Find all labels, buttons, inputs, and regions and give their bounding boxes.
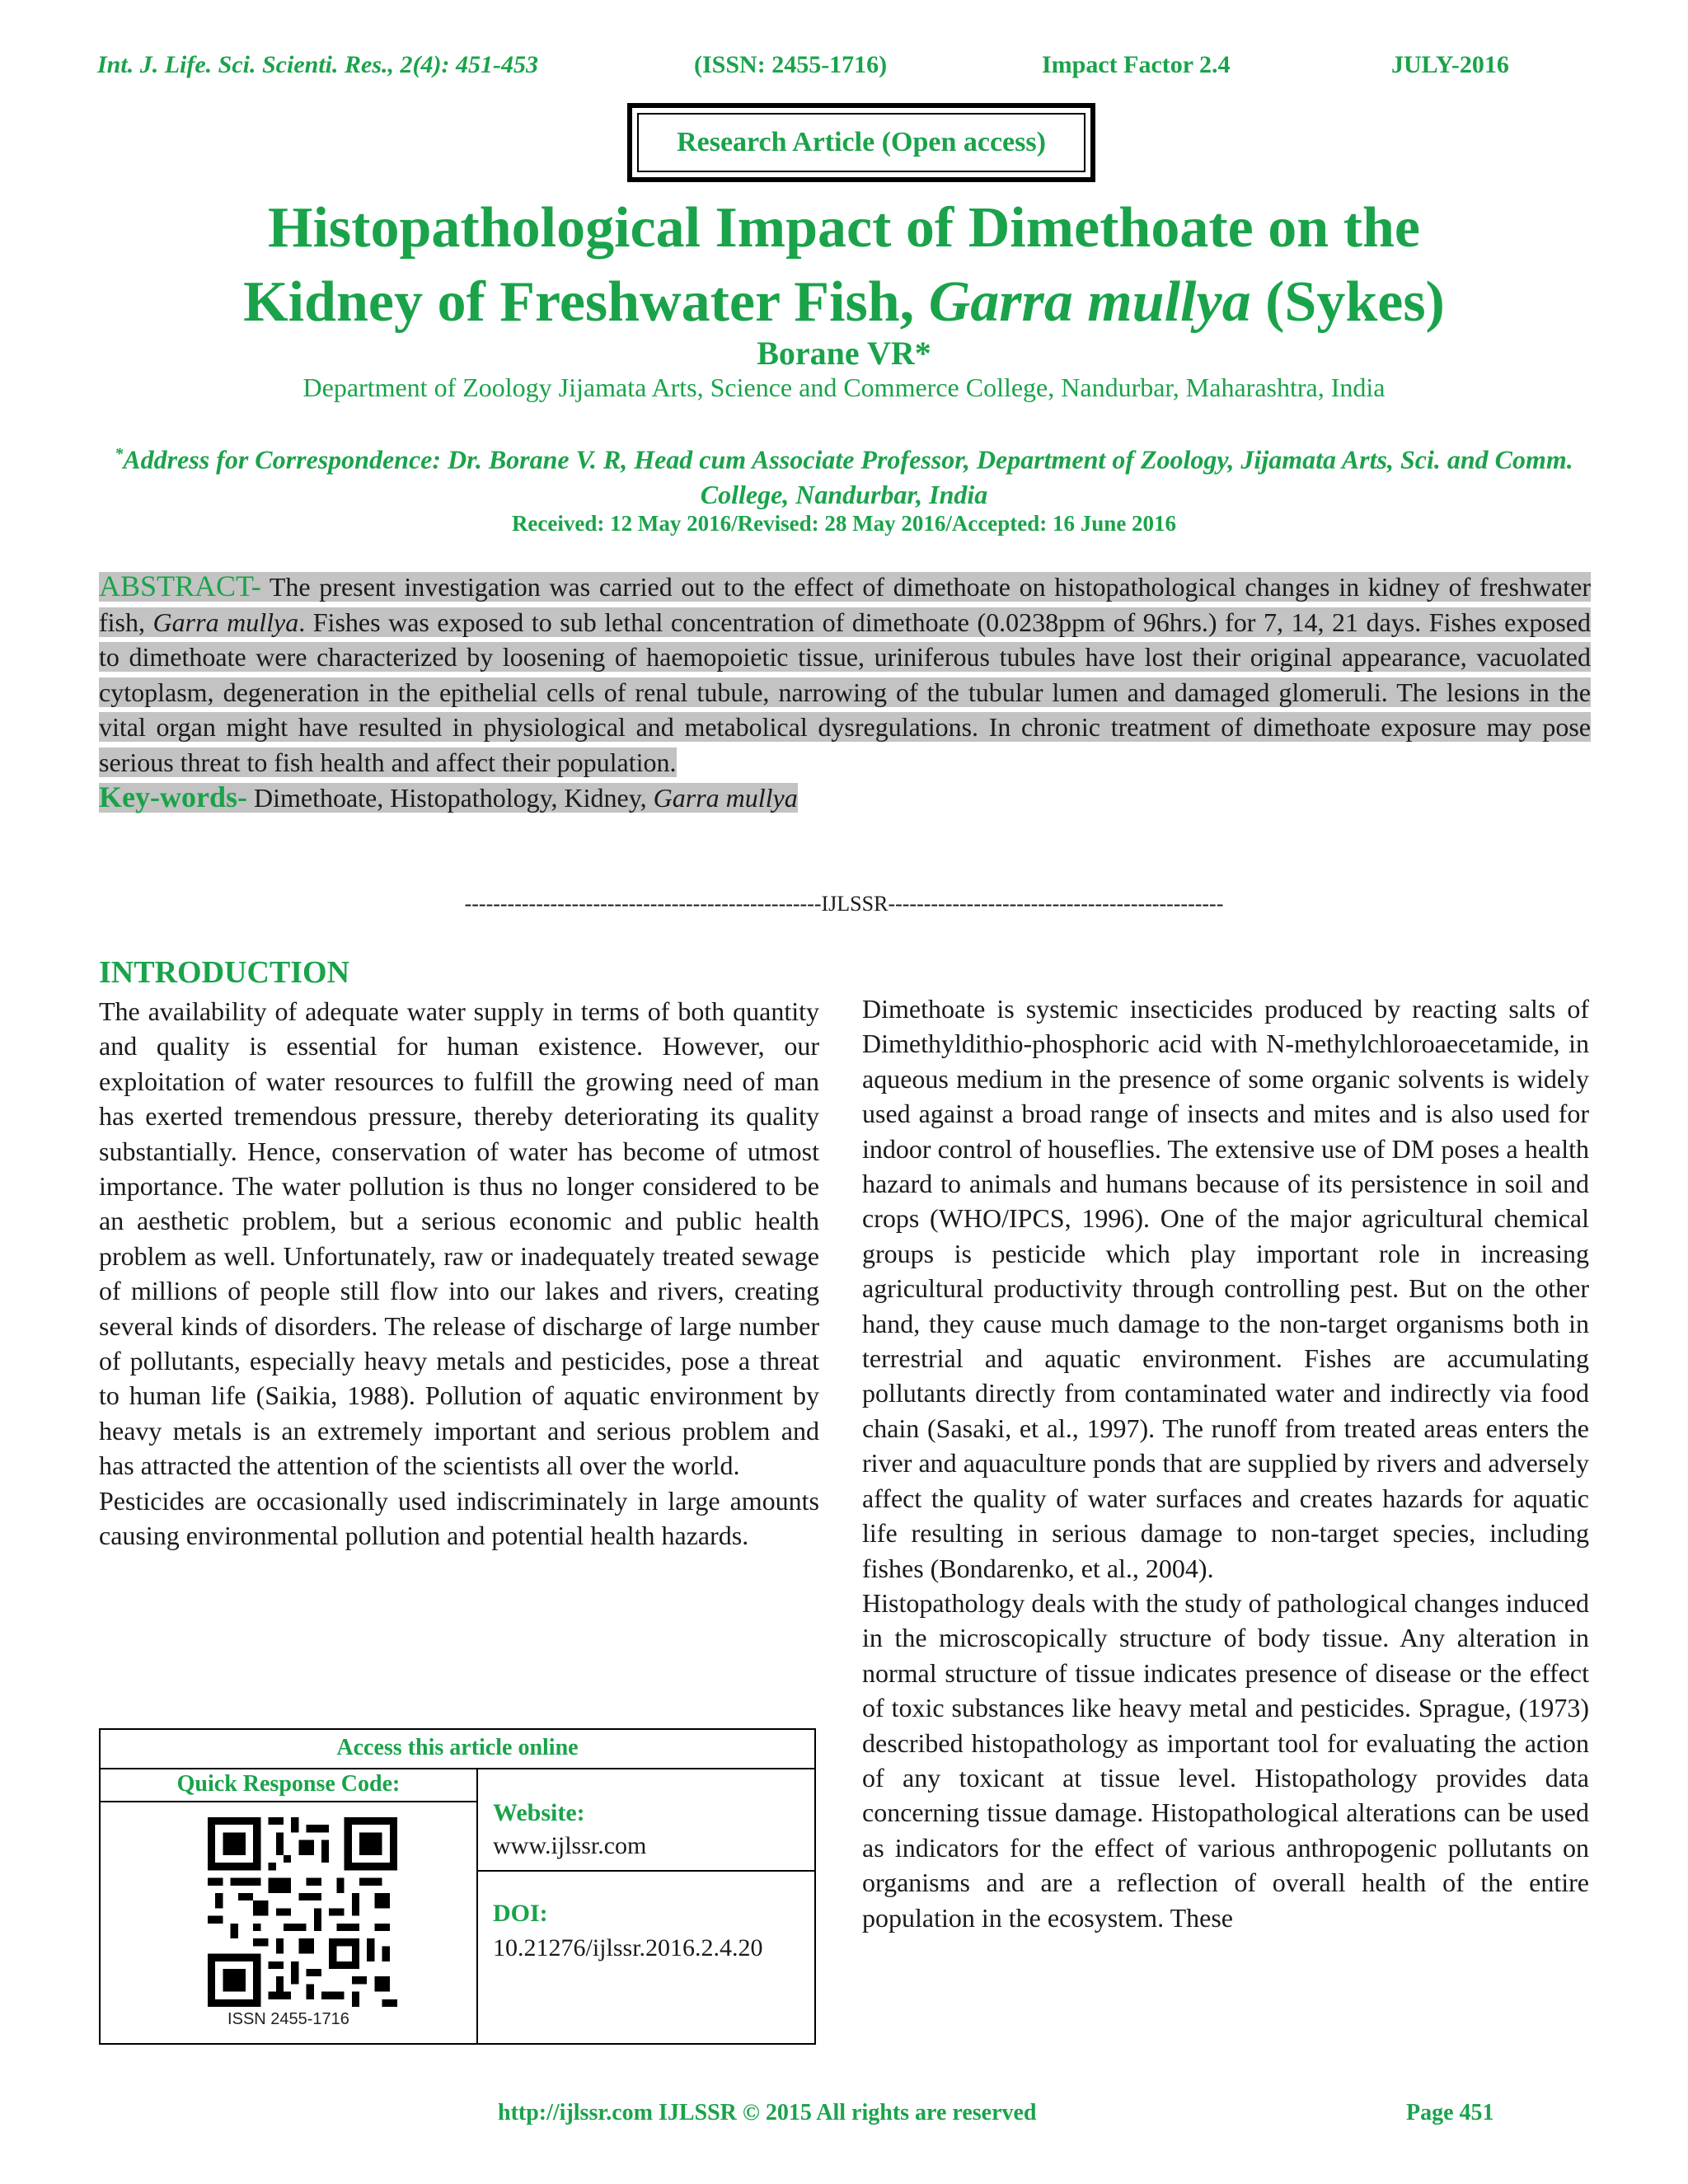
intro-paragraph: The availability of adequate water supply in terms of both quantity and quality is essential for human existence. However, our exploitation of water resources to fulfill the growing need of man has exerted tremendous pressure, thereby deteriorating its quality substantially. Hence, conservation of water has become of utmost importance. The water pollution is thus no longer considered to be an aesthetic problem, but a serious economic and public health problem as well. Unfortunately, raw or inadequately treated sewage of millions of people still flow into our lakes and rivers, creating several kinds of disorders. The release of discharge of large number of pollutants, especially heavy metals and pesticides, pose a threat to human life (Saikia, 1988). Pollution of aquatic environment by heavy metals is an extremely important and serious problem and has attracted the attention of the scientists all over the world. [99, 996, 819, 1481]
abstract-paragraph: ABSTRACT- The present investigation was carried out to the effect of dimethoate on histopathological changes in kidney of freshwater fish, Garra mullya. Fishes was exposed to sub lethal concentration of dimethoate (0.0238ppm of 96hrs.) for 7, 14, 21 days. Fishes exposed to dimethoate were characterized by loosening of haemopoietic tissue, uriniferous tubules have lost their original appearance, vacuolated cytoplasm, degeneration in the epithelial cells of renal tubule, narrowing of the tubular lumen and damaged glomeruli. The lesions in the vital organ might have resulted in physiological and metabolical dysregulations. In chronic treatment of dimethoate exposure may pose serious threat to fish health and affect their population. [99, 569, 1591, 777]
keywords: Key-words- Dimethoate, Histopathology, Kidney, Garra mullya [99, 780, 798, 813]
title-species: Garra mullya [928, 270, 1251, 334]
section-separator: --------------------------------------------------IJLSSR----------------------------------------------- [464, 892, 1224, 916]
intro-paragraph: Histopathology deals with the study of pathological changes induced in the microscopically structure of body tissue. Any alteration in normal structure of tissue indicates presence of disease or the effect of toxic substances like heavy metal and pesticides. Sprague, (1973) described histopathology as important tool for evaluating the action of any toxicant at tissue level. Histopathology provides data concerning tissue damage. Histopathological alterations can be used as indicators for the effect of various anthropogenic pollutants on organisms and are a reflection of overall health of the entire population in the ecosystem. These [862, 1587, 1589, 1933]
correspondence: *Address for Correspondence: Dr. Borane V. R, Head cum Associate Professor, Department of Zoology, Jijamata Arts, Sci. and Comm. College, Nandurbar, India [115, 444, 1573, 509]
right-column [862, 991, 1589, 1935]
title-line-1: Histopathological Impact of Dimethoate on the [268, 196, 1420, 260]
abstract-section [99, 569, 1591, 816]
article-type-label: Research Article (Open access) [637, 113, 1085, 172]
doi-label: DOI: [493, 1900, 548, 1927]
page-number: Page 451 [1406, 2100, 1494, 2125]
website-link[interactable]: www.ijlssr.com [493, 1832, 647, 1859]
abstract-label: ABSTRACT- [99, 569, 261, 602]
website-label: Website: [493, 1799, 585, 1826]
website-cell [478, 1768, 814, 1872]
keywords-label: Key-words- [99, 780, 247, 813]
access-heading: Access this article online [101, 1730, 814, 1769]
intro-paragraph: Dimethoate is systemic insecticides produced by reacting salts of Dimethyldithio-phosphoric acid with N-methylchloroaecetamide, in aqueous medium in the presence of some organic solvents is widely used against a broad range of insects and mites and is also used for indoor control of houseflies. The extensive use of DM poses a health hazard to animals and humans because of its persistence in soil and crops (WHO/IPCS, 1996). One of the major agricultural chemical groups is pesticide which play important role in increasing agricultural productivity through controlling pest. But on the other hand, they cause much damage to the non-target organisms both in terrestrial and aquatic environment. Fishes are accumulating pollutants directly from contaminated water and indirectly via food chain (Sasaki, et al., 1997). The runoff from treated areas enters the river and aquaculture ponds that are supplied by rivers and adversely affect the quality of water surfaces and creates hazards for aquatic life resulting in serious damage to non-target species, including fishes (Bondarenko, et al., 2004). [862, 994, 1589, 1583]
access-article-table [99, 1728, 816, 2045]
article-title [0, 191, 1688, 340]
qr-label: Quick Response Code: [101, 1768, 476, 1802]
article-dates: Received: 12 May 2016/Revised: 28 May 2016/Accepted: 16 June 2016 [511, 511, 1177, 536]
title-line-2: Kidney of Freshwater Fish, Garra mullya (Sykes) [243, 270, 1445, 334]
qr-issn-label: ISSN 2455-1716 [227, 2010, 349, 2028]
issue-date: JULY-2016 [1391, 51, 1509, 78]
author-name: Borane VR* [757, 335, 931, 372]
journal-issn: (ISSN: 2455-1716) [694, 51, 888, 78]
journal-citation: Int. J. Life. Sci. Scienti. Res., 2(4): 451-453 [97, 51, 538, 78]
left-column [99, 994, 819, 1554]
qr-code-icon[interactable] [208, 1817, 397, 2007]
footer-copyright: http://ijlssr.com IJLSSR © 2015 All rights are reserved [498, 2100, 1037, 2125]
qr-cell [101, 1768, 478, 2043]
intro-paragraph: Pesticides are occasionally used indiscriminately in large amounts causing environmental pollution and potential health hazards. [99, 1485, 819, 1551]
introduction-heading: INTRODUCTION [99, 955, 350, 990]
affiliation: Department of Zoology Jijamata Arts, Science and Commerce College, Nandurbar, Maharashtra, India [302, 373, 1386, 402]
article-type-box [627, 103, 1095, 182]
access-info-cells [478, 1768, 814, 2043]
impact-factor: Impact Factor 2.4 [1042, 51, 1231, 78]
doi-link[interactable]: 10.21276/ijlssr.2016.2.4.20 [493, 1934, 763, 1961]
